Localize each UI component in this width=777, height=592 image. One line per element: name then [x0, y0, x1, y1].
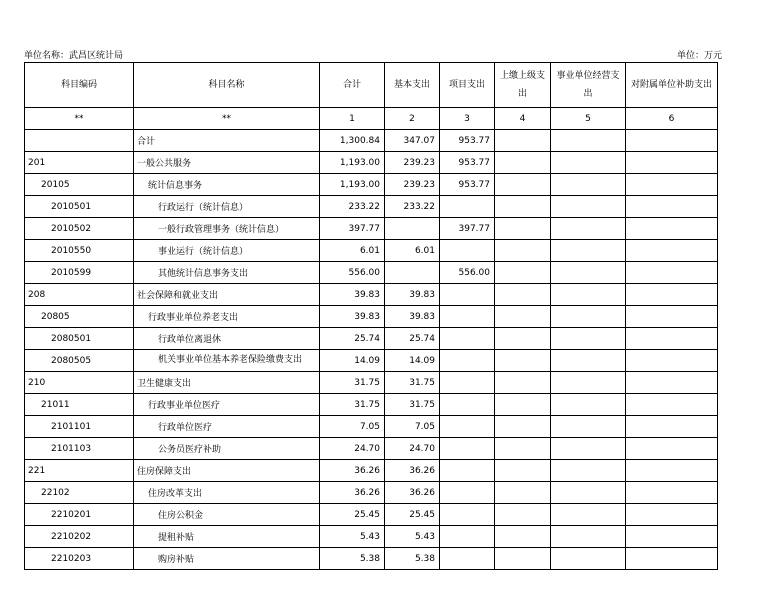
row-project-cell: 953.77 — [440, 174, 495, 196]
row-upper-cell — [495, 482, 551, 504]
index-row — [25, 108, 718, 130]
table-row — [25, 416, 718, 438]
index-cell: 2 — [385, 108, 440, 130]
row-subsidy-cell — [626, 416, 718, 438]
table-row — [25, 262, 718, 284]
row-subsidy-cell — [626, 284, 718, 306]
row-upper-cell — [495, 152, 551, 174]
row-name-cell: 行政运行（统计信息） — [134, 196, 320, 218]
row-name-cell: 公务员医疗补助 — [134, 438, 320, 460]
row-basic-cell: 31.75 — [385, 372, 440, 394]
row-name-cell: 事业运行（统计信息） — [134, 240, 320, 262]
row-total-cell: 14.09 — [320, 350, 385, 372]
row-upper-cell — [495, 394, 551, 416]
row-total-cell: 6.01 — [320, 240, 385, 262]
row-subsidy-cell — [626, 152, 718, 174]
index-cell: ** — [134, 108, 320, 130]
row-business-cell — [551, 196, 626, 218]
row-total-cell: 36.26 — [320, 482, 385, 504]
row-subsidy-cell — [626, 196, 718, 218]
row-basic-cell: 39.83 — [385, 306, 440, 328]
row-name-cell: 提租补贴 — [134, 526, 320, 548]
row-name-cell: 社会保障和就业支出 — [134, 284, 320, 306]
row-subsidy-cell — [626, 394, 718, 416]
row-name-cell: 行政单位离退休 — [134, 328, 320, 350]
row-code-cell: 201 — [25, 152, 134, 174]
row-total-cell: 31.75 — [320, 394, 385, 416]
table-row — [25, 196, 718, 218]
row-business-cell — [551, 372, 626, 394]
row-upper-cell — [495, 526, 551, 548]
row-upper-cell — [495, 284, 551, 306]
row-basic-cell: 239.23 — [385, 152, 440, 174]
row-business-cell — [551, 438, 626, 460]
row-basic-cell — [385, 262, 440, 284]
row-project-cell — [440, 416, 495, 438]
table-row — [25, 482, 718, 504]
table-row — [25, 152, 718, 174]
row-basic-cell: 6.01 — [385, 240, 440, 262]
table-row — [25, 306, 718, 328]
index-cell: 6 — [626, 108, 718, 130]
table-row — [25, 526, 718, 548]
row-basic-cell: 36.26 — [385, 460, 440, 482]
row-code-cell — [25, 130, 134, 152]
row-total-cell: 36.26 — [320, 460, 385, 482]
row-project-cell — [440, 196, 495, 218]
row-business-cell — [551, 174, 626, 196]
row-business-cell — [551, 306, 626, 328]
row-project-cell — [440, 240, 495, 262]
row-upper-cell — [495, 130, 551, 152]
row-name-cell: 住房改革支出 — [134, 482, 320, 504]
row-upper-cell — [495, 328, 551, 350]
row-basic-cell: 24.70 — [385, 438, 440, 460]
row-upper-cell — [495, 306, 551, 328]
row-total-cell: 39.83 — [320, 284, 385, 306]
row-code-cell: 2080505 — [25, 350, 134, 372]
table-row — [25, 130, 718, 152]
row-total-cell: 1,193.00 — [320, 152, 385, 174]
row-name-cell: 一般公共服务 — [134, 152, 320, 174]
row-subsidy-cell — [626, 306, 718, 328]
row-upper-cell — [495, 218, 551, 240]
row-project-cell: 953.77 — [440, 130, 495, 152]
row-total-cell: 397.77 — [320, 218, 385, 240]
row-name-cell: 机关事业单位基本养老保险缴费支出 — [134, 350, 320, 372]
row-name-cell: 行政事业单位医疗 — [134, 394, 320, 416]
row-subsidy-cell — [626, 328, 718, 350]
row-business-cell — [551, 130, 626, 152]
table-row — [25, 394, 718, 416]
row-name-cell: 行政事业单位养老支出 — [134, 306, 320, 328]
row-code-cell: 2210202 — [25, 526, 134, 548]
row-code-cell: 20105 — [25, 174, 134, 196]
row-upper-cell — [495, 240, 551, 262]
row-subsidy-cell — [626, 350, 718, 372]
table-row — [25, 438, 718, 460]
unit-name-label: 单位名称：武昌区统计局 — [24, 51, 124, 61]
table-row — [25, 328, 718, 350]
row-business-cell — [551, 482, 626, 504]
row-project-cell — [440, 394, 495, 416]
row-subsidy-cell — [626, 240, 718, 262]
row-upper-cell — [495, 460, 551, 482]
row-basic-cell: 25.45 — [385, 504, 440, 526]
row-name-cell: 统计信息事务 — [134, 174, 320, 196]
index-cell: ** — [25, 108, 134, 130]
row-business-cell — [551, 240, 626, 262]
row-basic-cell: 39.83 — [385, 284, 440, 306]
unit-label: 单位：万元 — [676, 51, 722, 61]
row-basic-cell: 7.05 — [385, 416, 440, 438]
row-business-cell — [551, 394, 626, 416]
row-total-cell: 31.75 — [320, 372, 385, 394]
row-total-cell: 25.74 — [320, 328, 385, 350]
row-total-cell: 39.83 — [320, 306, 385, 328]
row-code-cell: 2210201 — [25, 504, 134, 526]
row-business-cell — [551, 526, 626, 548]
row-subsidy-cell — [626, 130, 718, 152]
row-basic-cell: 239.23 — [385, 174, 440, 196]
col-header-upper: 上缴上级支出 — [495, 63, 551, 108]
row-upper-cell — [495, 372, 551, 394]
table-row — [25, 504, 718, 526]
row-basic-cell — [385, 218, 440, 240]
row-business-cell — [551, 262, 626, 284]
row-business-cell — [551, 416, 626, 438]
row-name-cell: 卫生健康支出 — [134, 372, 320, 394]
row-basic-cell: 36.26 — [385, 482, 440, 504]
index-cell: 5 — [551, 108, 626, 130]
row-upper-cell — [495, 174, 551, 196]
row-project-cell — [440, 438, 495, 460]
row-upper-cell — [495, 438, 551, 460]
row-code-cell: 221 — [25, 460, 134, 482]
row-project-cell — [440, 460, 495, 482]
row-name-cell: 其他统计信息事务支出 — [134, 262, 320, 284]
row-project-cell — [440, 350, 495, 372]
row-code-cell: 2210203 — [25, 548, 134, 570]
row-code-cell: 2010599 — [25, 262, 134, 284]
row-business-cell — [551, 548, 626, 570]
row-business-cell — [551, 350, 626, 372]
row-total-cell: 233.22 — [320, 196, 385, 218]
row-subsidy-cell — [626, 218, 718, 240]
table-header-row — [25, 63, 718, 108]
table-row — [25, 174, 718, 196]
row-subsidy-cell — [626, 438, 718, 460]
row-subsidy-cell — [626, 262, 718, 284]
row-subsidy-cell — [626, 482, 718, 504]
row-name-cell: 住房保障支出 — [134, 460, 320, 482]
row-total-cell: 24.70 — [320, 438, 385, 460]
table-row — [25, 372, 718, 394]
row-basic-cell: 31.75 — [385, 394, 440, 416]
row-subsidy-cell — [626, 504, 718, 526]
row-project-cell: 556.00 — [440, 262, 495, 284]
col-header-code: 科目编码 — [25, 63, 134, 108]
row-code-cell: 20805 — [25, 306, 134, 328]
row-upper-cell — [495, 196, 551, 218]
row-subsidy-cell — [626, 460, 718, 482]
row-name-cell: 住房公积金 — [134, 504, 320, 526]
row-project-cell — [440, 482, 495, 504]
row-name-cell: 合计 — [134, 130, 320, 152]
row-basic-cell: 14.09 — [385, 350, 440, 372]
row-basic-cell: 233.22 — [385, 196, 440, 218]
row-basic-cell: 5.38 — [385, 548, 440, 570]
report-header — [24, 50, 722, 62]
row-project-cell — [440, 328, 495, 350]
row-project-cell — [440, 548, 495, 570]
table-row — [25, 548, 718, 570]
row-business-cell — [551, 328, 626, 350]
col-header-total: 合计 — [320, 63, 385, 108]
row-upper-cell — [495, 548, 551, 570]
row-basic-cell: 5.43 — [385, 526, 440, 548]
row-code-cell: 208 — [25, 284, 134, 306]
index-cell: 1 — [320, 108, 385, 130]
row-business-cell — [551, 460, 626, 482]
col-header-business: 事业单位经营支出 — [551, 63, 626, 108]
row-code-cell: 2101103 — [25, 438, 134, 460]
row-project-cell: 953.77 — [440, 152, 495, 174]
table-row — [25, 218, 718, 240]
table-row — [25, 460, 718, 482]
row-project-cell — [440, 504, 495, 526]
row-total-cell: 1,300.84 — [320, 130, 385, 152]
row-code-cell: 2010502 — [25, 218, 134, 240]
row-project-cell — [440, 306, 495, 328]
row-total-cell: 5.43 — [320, 526, 385, 548]
row-project-cell — [440, 526, 495, 548]
row-project-cell — [440, 284, 495, 306]
row-business-cell — [551, 284, 626, 306]
row-basic-cell: 347.07 — [385, 130, 440, 152]
row-code-cell: 21011 — [25, 394, 134, 416]
row-code-cell: 2010501 — [25, 196, 134, 218]
row-business-cell — [551, 152, 626, 174]
index-cell: 3 — [440, 108, 495, 130]
col-header-project: 项目支出 — [440, 63, 495, 108]
row-upper-cell — [495, 350, 551, 372]
table-row — [25, 350, 718, 372]
row-upper-cell — [495, 262, 551, 284]
row-name-cell: 一般行政管理事务（统计信息） — [134, 218, 320, 240]
row-business-cell — [551, 504, 626, 526]
row-code-cell: 22102 — [25, 482, 134, 504]
row-code-cell: 2010550 — [25, 240, 134, 262]
table-row — [25, 284, 718, 306]
row-business-cell — [551, 218, 626, 240]
row-basic-cell: 25.74 — [385, 328, 440, 350]
row-subsidy-cell — [626, 174, 718, 196]
row-total-cell: 7.05 — [320, 416, 385, 438]
row-code-cell: 2080501 — [25, 328, 134, 350]
row-upper-cell — [495, 504, 551, 526]
col-header-subsidy: 对附属单位补助支出 — [626, 63, 718, 108]
row-subsidy-cell — [626, 548, 718, 570]
row-project-cell: 397.77 — [440, 218, 495, 240]
row-total-cell: 5.38 — [320, 548, 385, 570]
row-subsidy-cell — [626, 372, 718, 394]
row-code-cell: 210 — [25, 372, 134, 394]
col-header-basic: 基本支出 — [385, 63, 440, 108]
row-code-cell: 2101101 — [25, 416, 134, 438]
row-total-cell: 556.00 — [320, 262, 385, 284]
row-subsidy-cell — [626, 526, 718, 548]
row-project-cell — [440, 372, 495, 394]
row-name-cell: 购房补贴 — [134, 548, 320, 570]
index-cell: 4 — [495, 108, 551, 130]
table-row — [25, 240, 718, 262]
row-name-cell: 行政单位医疗 — [134, 416, 320, 438]
expenditure-table — [24, 62, 718, 570]
row-upper-cell — [495, 416, 551, 438]
col-header-name: 科目名称 — [134, 63, 320, 108]
row-total-cell: 25.45 — [320, 504, 385, 526]
row-total-cell: 1,193.00 — [320, 174, 385, 196]
